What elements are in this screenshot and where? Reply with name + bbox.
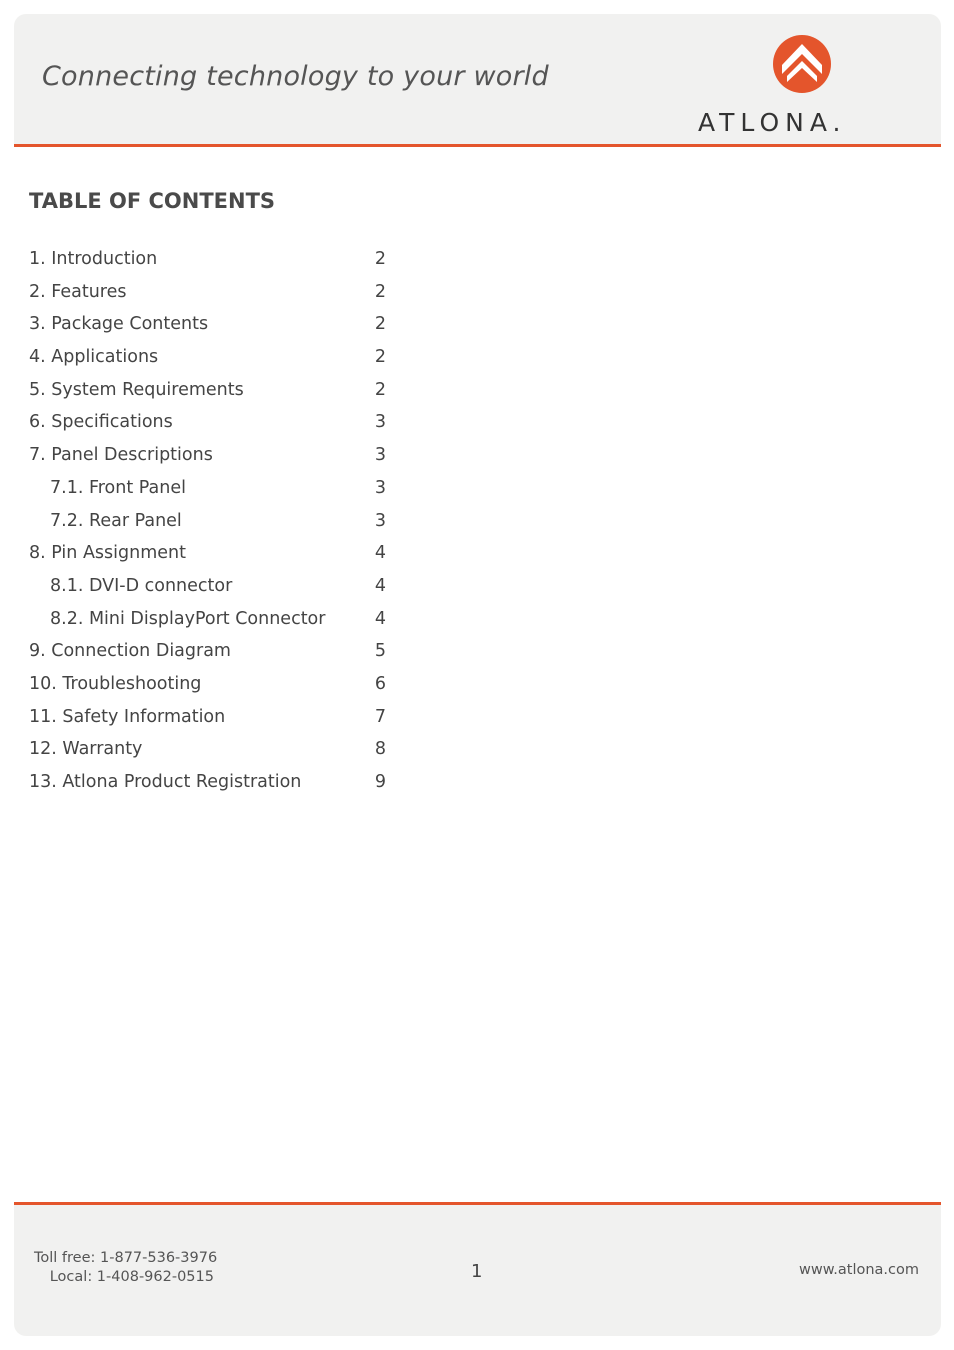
- toc-entry-page: 2: [374, 314, 386, 335]
- toc-entry-label: 7.2. Rear Panel: [50, 510, 182, 531]
- toc-entry-label: 8.2. Mini DisplayPort Connector: [50, 608, 326, 629]
- toc-entry-label: 4. Applications: [29, 347, 159, 368]
- toc-entry-label: 6. Specifications: [29, 412, 173, 433]
- toc-entry-page: 2: [374, 347, 386, 368]
- atlona-logo-icon: [772, 34, 832, 94]
- toc-entry[interactable]: [29, 308, 386, 341]
- toc-entry[interactable]: [29, 439, 386, 472]
- toc-entry-label: 12. Warranty: [29, 739, 143, 760]
- toc-entry[interactable]: [29, 341, 386, 374]
- toc-entry-label: 7.1. Front Panel: [50, 477, 186, 498]
- page-number: 1: [471, 1261, 483, 1282]
- toc-entry-page: 2: [374, 249, 386, 269]
- contact-phones: [34, 1249, 218, 1287]
- toc-entry-page: 4: [374, 543, 386, 564]
- toc-entry-label: 9. Connection Diagram: [29, 641, 231, 662]
- toc-entry-label: 7. Panel Descriptions: [29, 445, 213, 466]
- toc-entry-page: 8: [374, 739, 386, 760]
- toc-entry-page: 3: [374, 477, 386, 498]
- toc-subentry[interactable]: [29, 472, 386, 505]
- page-header: [14, 14, 941, 144]
- toc-entry-label: 5. System Requirements: [29, 379, 244, 400]
- toc-list: [29, 243, 386, 799]
- toc-entry-label: 2. Features: [29, 281, 127, 302]
- toc-entry-label: 11. Safety Information: [29, 706, 226, 727]
- toc-entry-label: 8. Pin Assignment: [29, 543, 186, 564]
- toc-entry-page: 3: [374, 510, 386, 531]
- toc-title: TABLE OF CONTENTS: [29, 189, 276, 213]
- toc-entry[interactable]: [29, 701, 386, 734]
- toc-entry-page: 4: [374, 575, 386, 596]
- page-footer: [14, 1205, 941, 1336]
- toc-entry-label: 1. Introduction: [29, 249, 158, 269]
- toc-entry[interactable]: [29, 635, 386, 668]
- toc-subentry[interactable]: [29, 603, 386, 636]
- toc-entry-page: 3: [374, 412, 386, 433]
- toc-entry[interactable]: [29, 766, 386, 799]
- toc-subentry[interactable]: [29, 505, 386, 538]
- toc-entry-page: 4: [374, 608, 386, 629]
- toc-entry[interactable]: [29, 243, 386, 276]
- toc-entry-page: 2: [374, 281, 386, 302]
- toc-subentry[interactable]: [29, 570, 386, 603]
- toc-entry[interactable]: [29, 537, 386, 570]
- toc-entry-label: 13. Atlona Product Registration: [29, 772, 302, 792]
- header-divider: [14, 144, 941, 147]
- toc-entry-label: 3. Package Contents: [29, 314, 209, 335]
- toc-entry-page: 7: [374, 706, 386, 727]
- website-link[interactable]: www.atlona.com: [799, 1262, 919, 1278]
- toc-entry[interactable]: [29, 668, 386, 701]
- toc-entry-page: 3: [374, 445, 386, 466]
- toc-entry[interactable]: [29, 276, 386, 309]
- toc-entry-page: 2: [374, 379, 386, 400]
- logo-wordmark: ATLONA.: [698, 108, 847, 137]
- toc-entry[interactable]: [29, 733, 386, 766]
- toc-entry-label: 8.1. DVI-D connector: [50, 575, 233, 596]
- toc-entry-label: 10. Troubleshooting: [29, 673, 202, 694]
- toc-entry-page: 9: [374, 772, 386, 792]
- toc-entry-page: 6: [374, 673, 386, 694]
- toc-entry[interactable]: [29, 406, 386, 439]
- toc-entry-page: 5: [374, 641, 386, 662]
- tagline: Connecting technology to your world: [42, 61, 549, 92]
- local-number: Local: 1-408-962-0515: [49, 1269, 214, 1285]
- toc-entry[interactable]: [29, 374, 386, 407]
- toll-free-number: Toll free: 1-877-536-3976: [34, 1250, 218, 1266]
